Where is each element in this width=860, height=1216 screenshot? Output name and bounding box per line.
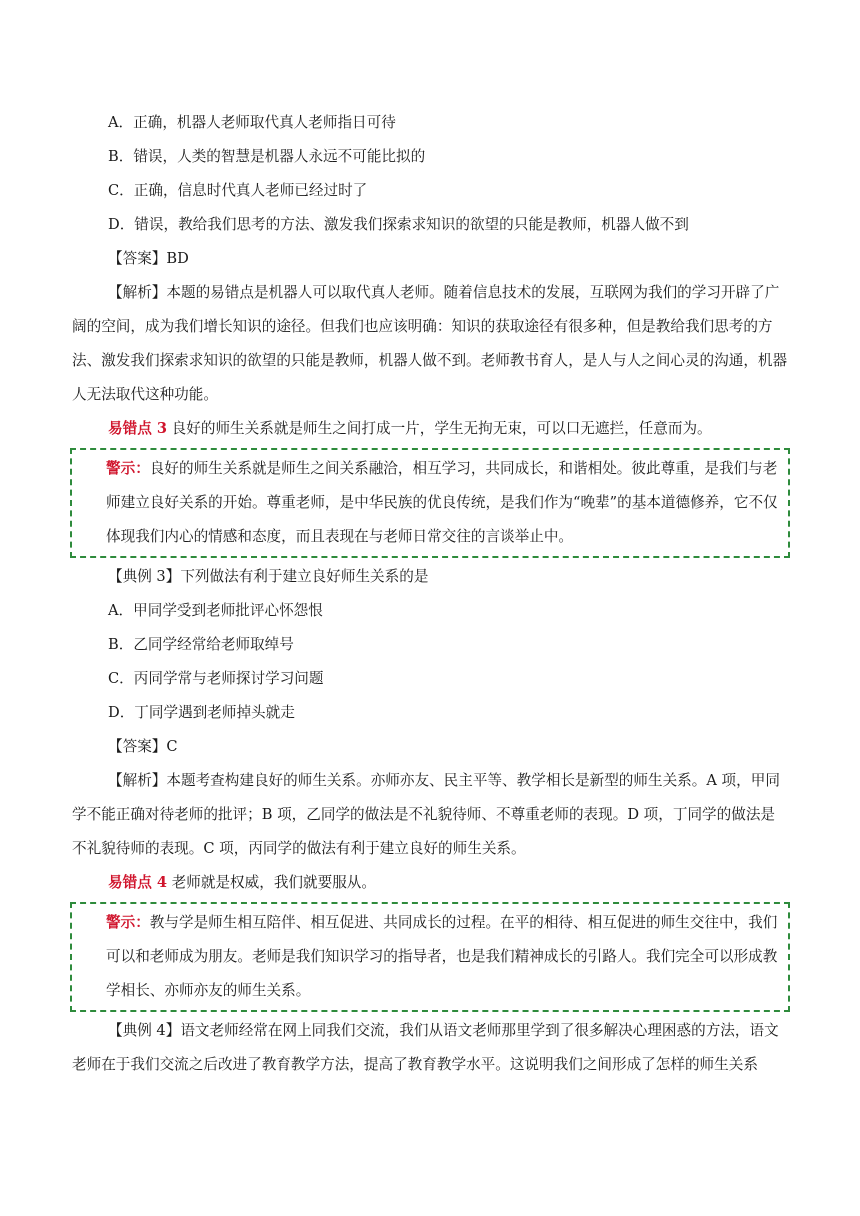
error-point-label: 易错点 4 (108, 874, 168, 891)
page-content (72, 106, 788, 1082)
error-point-text: 良好的师生关系就是师生之间打成一片，学生无拘无束，可以口无遮拦，任意而为。 (167, 420, 712, 437)
option-b: B．错误，人类的智慧是机器人永远不可能比拟的 (108, 148, 426, 165)
analysis-text: 本题的易错点是机器人可以取代真人老师。随着信息技术的发展，互联网为我们的学习开辟了广阔的空间，成为我们增长知识的途径。但我们也应该明确：知识的获取途径有很多种，但是教给我们思考的方法、激发我们探索求知识的欲望的只能是教师，机器人做不到。老师教书育人，是人与人之间心灵的沟通，机器人无法取代这种功能。 (72, 284, 788, 403)
warning-label: 警示： (106, 914, 150, 931)
error-point-label: 易错点 3 (108, 420, 168, 437)
error-point-4 (72, 866, 788, 900)
analysis-paragraph (72, 276, 788, 412)
answer-label: 【答案】 (108, 738, 167, 755)
warning-box (70, 902, 790, 1012)
option-d: D．丁同学遇到老师掉头就走 (108, 704, 295, 721)
warning-text-block (72, 452, 788, 554)
answer-value: BD (166, 250, 189, 267)
analysis-label: 【解析】 (108, 284, 167, 301)
option-c: C．正确，信息时代真人老师已经过时了 (108, 182, 368, 199)
option-d: D．错误，教给我们思考的方法、激发我们探索求知识的欲望的只能是教师，机器人做不到 (108, 216, 689, 233)
analysis-text: 本题考查构建良好的师生关系。亦师亦友、民主平等、教学相长是新型的师生关系。A 项，甲同学不能正确对待老师的批评；B 项，乙同学的做法是不礼貌待师、不尊重老师的表现。D 项，丁同学的做法是不礼貌待师的表现。C 项，丙同学的做法有利于建立良好的师生关系。 (72, 772, 780, 857)
option-a: A．正确，机器人老师取代真人老师指日可待 (108, 114, 396, 131)
example-label: 【典例 3】 (108, 568, 181, 585)
warning-text-block (72, 906, 788, 1008)
example-stem: 语文老师经常在网上同我们交流，我们从语文老师那里学到了很多解决心理困惑的方法，语文老师在于我们交流之后改进了教育教学方法，提高了教育教学水平。这说明我们之间形成了怎样的师生关系 (72, 1022, 779, 1073)
example-4-question (72, 1014, 788, 1082)
analysis-paragraph (72, 764, 788, 866)
warning-text: 良好的师生关系就是师生之间关系融洽，相互学习，共同成长，和谐相处。彼此尊重，是我们与老师建立良好关系的开始。尊重老师，是中华民族的优良传统，是我们作为“晚辈”的基本道德修养，它不仅体现我们内心的情感和态度，而且表现在与老师日常交往的言谈举止中。 (106, 460, 778, 545)
example-stem: 下列做法有利于建立良好师生关系的是 (180, 568, 429, 585)
answer-value: C (166, 738, 178, 755)
option-b: B．乙同学经常给老师取绰号 (108, 636, 294, 653)
warning-text: 教与学是师生相互陪伴、相互促进、共同成长的过程。在平的相待、相互促进的师生交往中，我们可以和老师成为朋友。老师是我们知识学习的指导者，也是我们精神成长的引路人。我们完全可以形成教学相长、亦师亦友的师生关系。 (106, 914, 778, 999)
warning-label: 警示： (106, 460, 150, 477)
option-c: C．丙同学常与老师探讨学习问题 (108, 670, 324, 687)
answer-label: 【答案】 (108, 250, 167, 267)
error-point-text: 老师就是权威，我们就要服从。 (167, 874, 376, 891)
example-label: 【典例 4】 (108, 1022, 181, 1039)
error-point-3 (72, 412, 788, 446)
answer-line (72, 730, 788, 764)
warning-box (70, 448, 790, 558)
option-a: A．甲同学受到老师批评心怀怨恨 (108, 602, 323, 619)
analysis-label: 【解析】 (108, 772, 167, 789)
example-3-question (72, 560, 788, 594)
answer-line (72, 242, 788, 276)
